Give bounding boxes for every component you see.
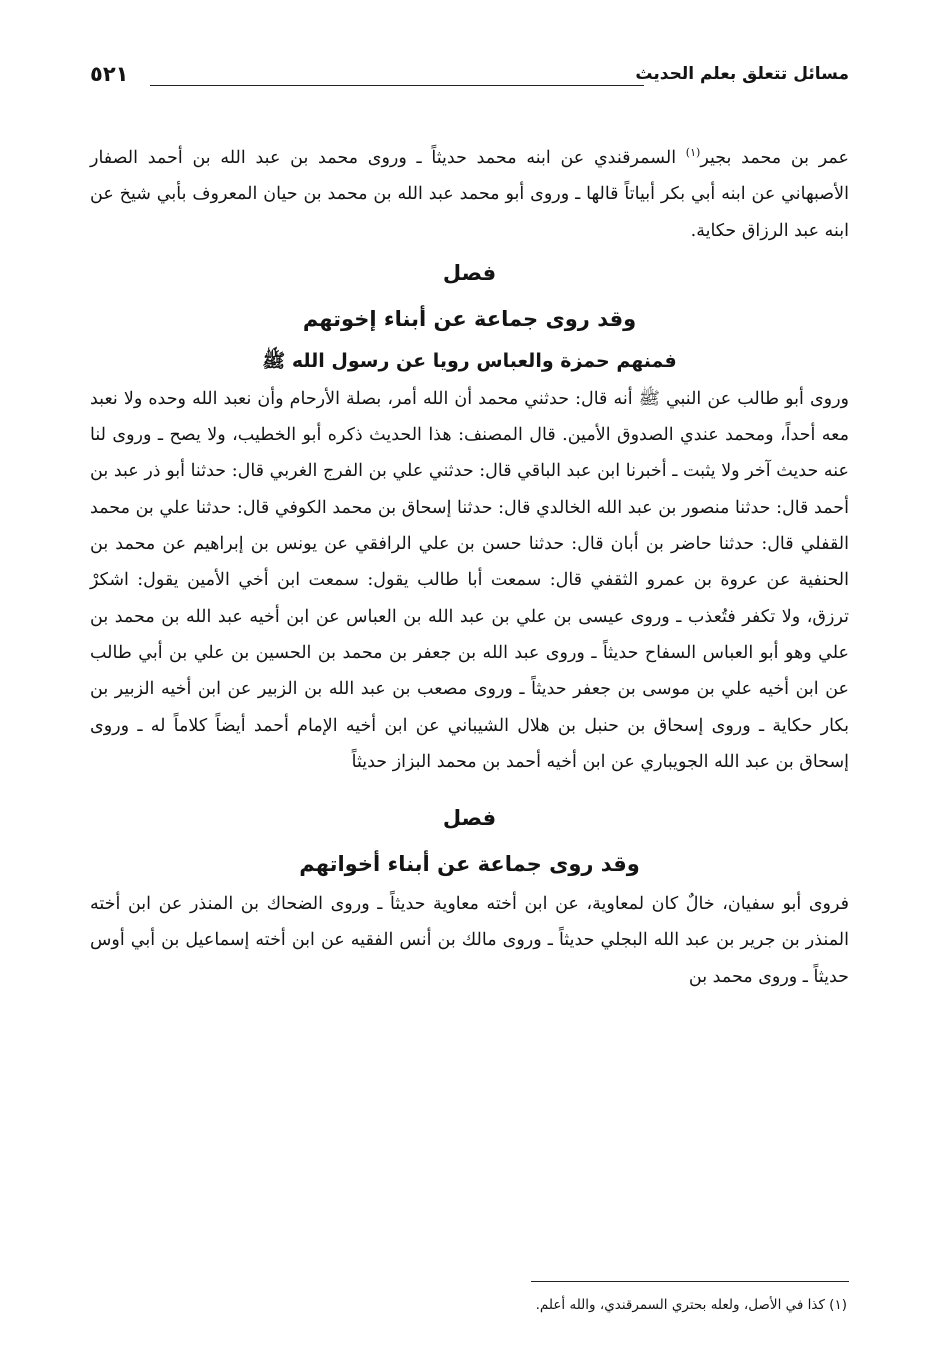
main-text — [90, 140, 849, 995]
footnote: (١) كذا في الأصل، ولعله بحتري السمرقندي، والله أعلم. — [535, 1297, 847, 1313]
section-subtitle-1: فمنهم حمزة والعباس رويا عن رسول الله ﷺ — [262, 349, 677, 372]
running-title: مسائل تتعلق بعلم الحديث — [635, 64, 849, 84]
paragraph-2: وروى أبو طالب عن النبي ﷺ أنه قال: حدثني محمد أن الله أمر، بصلة الأرحام وأن نعبد الله وحده ولا نعبد معه أحداً، ومحمد عندي الصدوق الأمين. قال المصنف: هذا الحديث ذكره أبو الخطيب، ولا يصح ـ وروى لنا عنه حديث آخر ولا يثبت ـ أخبرنا ابن عبد الباقي قال: حدثني علي بن الفرج الغربي قال: حدثنا أبو ذر عبد بن أحمد قال: حدثنا منصور بن عبد الله الخالدي قال: حدثنا إسحاق بن محمد الكوفي قال: حدثنا علي بن محمد القفلي قال: حدثنا حاضر بن أبان قال: حدثنا حسن بن علي الرافقي عن يونس بن إبراهيم عن محمد بن الحنفية عن عروة بن عمرو الثقفي قال: سمعت أبا طالب يقول: سمعت ابن أخي الأمين يقول: اشكرْ ترزق، ولا تكفر فتُعذب ـ وروى عيسى بن علي بن عبد الله بن العباس عن ابن أخيه عبد الله بن محمد بن علي وهو أبو العباس السفاح حديثاً ـ وروى عبد الله بن جعفر بن محمد بن الحسين بن علي بن أبي طالب عن ابن أخيه علي بن موسى بن جعفر حديثاً ـ وروى مصعب بن عبد الله بن الزبير عن ابن أخيه الزبير بن بكار حكاية ـ وروى إسحاق بن حنبل بن هلال الشيباني عن ابن أخيه الإمام أحمد أيضاً كلاماً له ـ وروى إسحاق بن عبد الله الجويباري عن ابن أخيه أحمد بن محمد البزاز حديثاً — [90, 388, 849, 772]
page-number: ٥٢١ — [90, 62, 129, 86]
running-header — [90, 62, 849, 94]
footnote-marker: (١) — [685, 146, 701, 160]
section-gap — [90, 780, 849, 794]
header-rule — [150, 85, 644, 86]
section-title-2: وقد روى جماعة عن أبناء أخواتهم — [299, 852, 640, 877]
section-heading-2: فصل — [442, 806, 497, 831]
paragraph-1-rest: السمرقندي عن ابنه محمد حديثاً ـ وروى محمد بن عبد الله بن أحمد الصفار الأصبهاني عن ابنه أبي بكر أبياتاً قالها ـ وروى أبو محمد عبد الله بن محمد بن حيان المعروف بأبي شيخ عن ابنه عبد الرزاق حكاية. — [90, 148, 849, 241]
paragraph-1-start: عمر بن محمد بجير — [700, 148, 849, 168]
paragraph-3: فروى أبو سفيان، خالٌ كان لمعاوية، عن ابن أخته معاوية حديثاً ـ وروى الضحاك بن المنذر عن ابن أخته المنذر بن جرير بن عبد الله البجلي حديثاً ـ وروى مالك بن أنس الفقيه عن ابن أخته إسماعيل بن أبي أوس حديثاً ـ وروى محمد بن — [90, 894, 849, 987]
footnote-rule — [531, 1281, 849, 1282]
section-heading-1: فصل — [442, 260, 497, 285]
section-title-1: وقد روى جماعة عن أبناء إخوتهم — [302, 306, 637, 331]
paragraph-1 — [90, 140, 849, 249]
